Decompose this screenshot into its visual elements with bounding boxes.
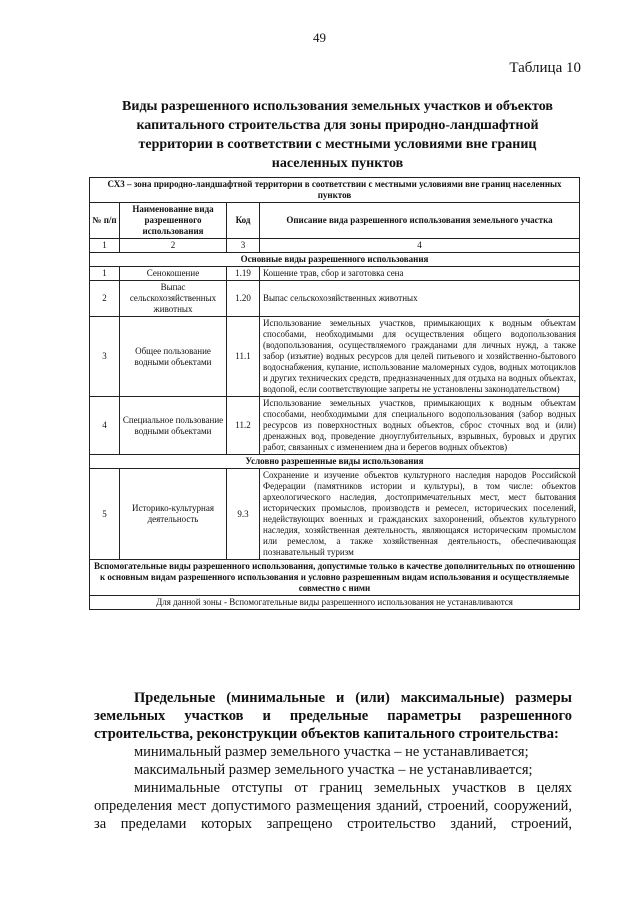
table-row [90, 317, 580, 397]
row-num: 1 [90, 267, 120, 281]
col-header-name: Наименование вида разрешенного использования [120, 203, 227, 239]
col-header-desc: Описание вида разрешенного использования земельного участка [260, 203, 580, 239]
row-code: 1.20 [227, 281, 260, 317]
zoning-table [89, 177, 580, 610]
section-row [90, 253, 580, 267]
row-code: 1.19 [227, 267, 260, 281]
table-row [90, 281, 580, 317]
section-row [90, 455, 580, 469]
row-desc: Использование земельных участков, примыкающих к водным объектам способами, необходимыми для специального водопользования (забор водных ресурсов из поверхностных водных объектов, сброс сточных вод и (или) дренажных вод, проведение дноуглубительных, взрывных, буровых и других работ, связанных с изменением дна и берегов водных объектов) [260, 397, 580, 455]
table-label: Таблица 10 [509, 60, 581, 76]
row-name: Выпас сельскохозяйственных животных [120, 281, 227, 317]
body-text [94, 689, 572, 833]
column-header-row [90, 203, 580, 239]
paragraph-line: определения мест допустимого размещения зданий, строений, сооружений, [94, 798, 572, 814]
col-number: 3 [227, 239, 260, 253]
zone-header-row [90, 178, 580, 203]
section-auxiliary: Вспомогательные виды разрешенного использования, допустимые только в качестве дополнительных по отношению к основным видам разрешенного использования и условно разрешенным видам использования и осуществляемые совместно с ними [90, 560, 580, 596]
row-num: 4 [90, 397, 120, 455]
paragraph-line: за пределами которых запрещено строительство зданий, строений, [94, 816, 572, 832]
column-number-row [90, 239, 580, 253]
row-desc: Использование земельных участков, примыкающих к водным объектам способами, необходимыми для осуществления общего водопользования (водопользования, осуществляемого гражданами для личных нужд, а также забор (изъятие) водных ресурсов для целей питьевого и хозяйственно-бытового водоснабжения, купание, использование маломерных судов, водных мотоциклов и других технических средств, предназначенных для отдыха на водных объектах, водопой, если соответствующие запреты не установлены законодательством) [260, 317, 580, 397]
row-desc: Кошение трав, сбор и заготовка сена [260, 267, 580, 281]
note-row [90, 596, 580, 610]
section-conditional: Условно разрешенные виды использования [90, 455, 580, 469]
heading-line: земельных участков и предельные параметры разрешенного [94, 708, 572, 724]
row-name: Историко-культурная деятельность [120, 469, 227, 560]
table-row [90, 469, 580, 560]
section-main: Основные виды разрешенного использования [90, 253, 580, 267]
col-header-num: № п/п [90, 203, 120, 239]
title-line: капитального строительства для зоны природно-ландшафтной [136, 118, 539, 133]
title-line: населенных пунктов [271, 156, 404, 171]
title-line: Виды разрешенного использования земельных участков и объектов [122, 99, 553, 114]
row-name: Специальное пользование водными объектами [120, 397, 227, 455]
col-number: 4 [260, 239, 580, 253]
max-size-line: максимальный размер земельного участка – не устанавливается; [134, 762, 533, 778]
section-row [90, 560, 580, 596]
paragraph-line: минимальные отступы от границ земельных участков в целях [134, 780, 572, 796]
col-number: 1 [90, 239, 120, 253]
col-number: 2 [120, 239, 227, 253]
heading-line: строительства, реконструкции объектов капитального строительства: [94, 726, 559, 742]
row-desc: Сохранение и изучение объектов культурного наследия народов Российской Федерации (памятников истории и культуры), в том числе: объектов археологического наследия, достопримечательных мест, мест бытования исторических промыслов, производств и ремесел, исторических поселений, недействующих военных и гражданских захоронений, объектов культурного наследия, хозяйственная деятельность, являющаяся историческим промыслом или ремеслом, а также хозяйственная деятельность, обеспечивающая познавательный туризм [260, 469, 580, 560]
auxiliary-note: Для данной зоны - Вспомогательные виды разрешенного использования не устанавливаются [90, 596, 580, 610]
row-num: 5 [90, 469, 120, 560]
table-row [90, 267, 580, 281]
title-line: территории в соответствии с местными условиями вне границ [138, 137, 537, 152]
row-code: 11.1 [227, 317, 260, 397]
col-header-code: Код [227, 203, 260, 239]
row-num: 2 [90, 281, 120, 317]
row-code: 11.2 [227, 397, 260, 455]
heading-line: Предельные (минимальные и (или) максимальные) размеры [134, 690, 572, 706]
row-name: Общее пользование водными объектами [120, 317, 227, 397]
min-size-line: минимальный размер земельного участка – не устанавливается; [134, 744, 529, 760]
table-row [90, 397, 580, 455]
zone-header: СХ3 – зона природно-ландшафтной территории в соответствии с местными условиями вне границ населенных пунктов [90, 178, 580, 203]
row-num: 3 [90, 317, 120, 397]
row-code: 9.3 [227, 469, 260, 560]
document-title [90, 97, 585, 173]
page-number: 49 [313, 30, 326, 45]
row-desc: Выпас сельскохозяйственных животных [260, 281, 580, 317]
row-name: Сенокошение [120, 267, 227, 281]
